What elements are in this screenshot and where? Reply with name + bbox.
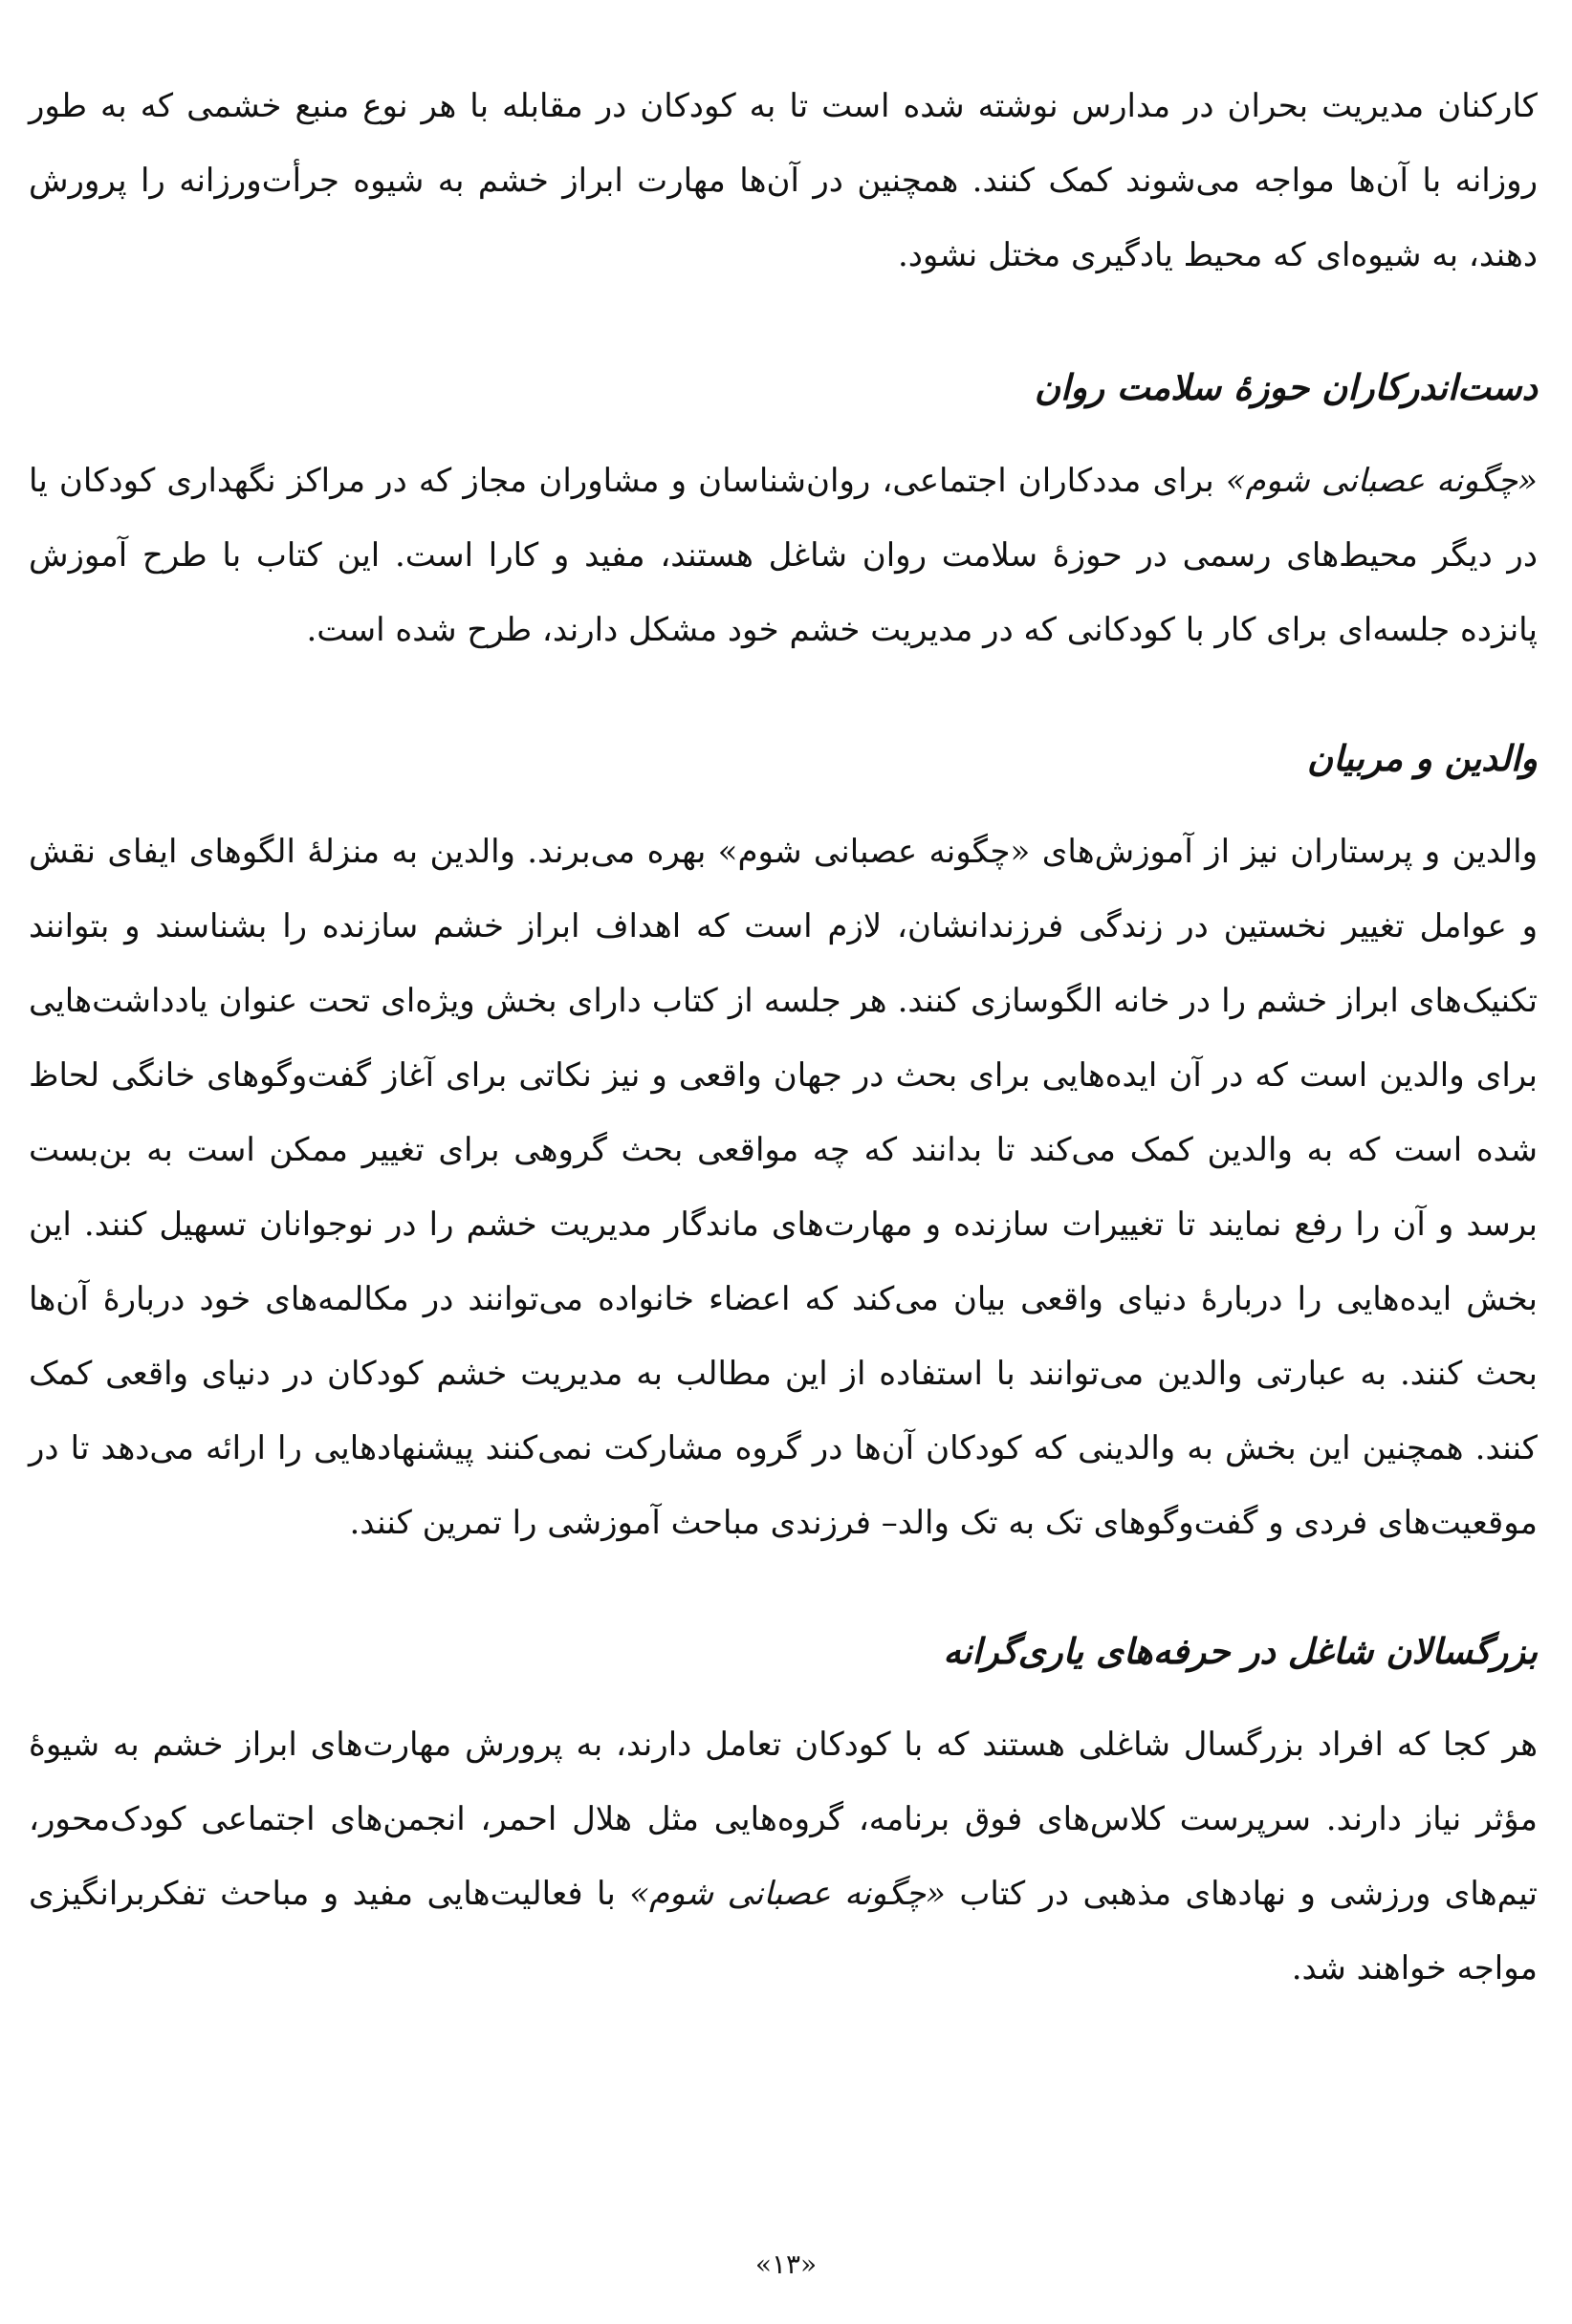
helping-professions-text-after: با فعالیت‌هایی مفید و مباحث تفکربرانگیزی مواجه خواهند شد. [29, 1875, 1538, 1987]
page-body [29, 69, 1538, 2006]
book-title-italic: «چگونه عصبانی شوم» [1225, 462, 1538, 500]
page-number: «۱۳» [754, 2248, 818, 2280]
helping-professions-paragraph [29, 1707, 1538, 2006]
intro-text: کارکنان مدیریت بحران در مدارس نوشته شده است تا به کودکان در مقابله با هر نوع منبع خشمی که به طور روزانه با آن‌ها مواجه می‌شوند کمک کنند. همچنین در آن‌ها مهارت ابراز خشم به شیوه جرأت‌ورزانه را پرورش دهند، به شیوه‌ای که محیط یادگیری مختل نشود. [29, 87, 1538, 274]
section-heading-mental-health: دست‌اندرکاران حوزهٔ سلامت روان [1034, 367, 1538, 408]
mental-health-text: برای مددکاران اجتماعی، روان‌شناسان و مشاوران مجاز که در مراکز نگهداری کودکان یا در دیگر محیط‌های رسمی در حوزهٔ سلامت روان شاغل هستند، مفید و کارا است. این کتاب با طرح آموزش پانزده جلسه‌ای برای کار با کودکانی که در مدیریت خشم خود مشکل دارند، طرح شده است. [29, 462, 1538, 649]
parents-paragraph [29, 814, 1538, 1560]
mental-health-paragraph [29, 444, 1538, 667]
section-heading-parents: والدین و مربیان [1306, 738, 1538, 779]
helping-professions-text-before: هر کجا که افراد بزرگسال شاغلی هستند که با کودکان تعامل دارند، به پرورش مهارت‌های ابراز خشم به شیوهٔ مؤثر نیاز دارند. سرپرست کلاس‌های فوق برنامه، گروه‌هایی مثل هلال احمر، انجمن‌های اجتماعی کودک‌محور، تیم‌های ورزشی و نهادهای مذهبی در کتاب [29, 1726, 1539, 1913]
book-title-italic-2: «چگونه عصبانی شوم» [629, 1875, 946, 1913]
section-heading-helping-professions: بزرگسالان شاغل در حرفه‌های یاری‌گرانه [943, 1631, 1538, 1672]
intro-paragraph [29, 69, 1538, 293]
parents-text: والدین و پرستاران نیز از آموزش‌های «چگونه عصبانی شوم» بهره می‌برند. والدین به منزلهٔ الگوهای ایفای نقش و عوامل تغییر نخستین در زندگی فرزندانشان، لازم است که اهداف ابراز خشم سازنده را بشناسند و بتوانند تکنیک‌های ابراز خشم را در خانه الگوسازی کنند. هر جلسه از کتاب دارای بخش ویژه‌ای تحت عنوان یادداشت‌هایی برای والدین است که در آن ایده‌هایی برای بحث در جهان واقعی و نیز نکاتی برای آغاز گفت‌وگوهای خانگی لحاظ شده است که به والدین کمک می‌کند تا بدانند که چه مواقعی بحث گروهی برای تغییر ممکن است به بن‌بست برسد و آن را رفع نمایند تا تغییرات سازنده و مهارت‌های ماندگار مدیریت خشم را در نوجوانان تسهیل کنند. این بخش ایده‌هایی را دربارهٔ دنیای واقعی بیان می‌کند که اعضاء خانواده می‌توانند در مکالمه‌های خود دربارهٔ آن‌ها بحث کنند. به عبارتی والدین می‌توانند با استفاده از این مطالب به مدیریت خشم کودکان در دنیای واقعی کمک کنند. همچنین این بخش به والدینی که کودکان آن‌ها در گروه مشارکت نمی‌کنند پیشنهادهایی را ارائه می‌دهد تا در موقعیت‌های فردی و گفت‌وگوهای تک به تک والد– فرزندی مباحث آموزشی را تمرین کنند. [29, 833, 1538, 1542]
